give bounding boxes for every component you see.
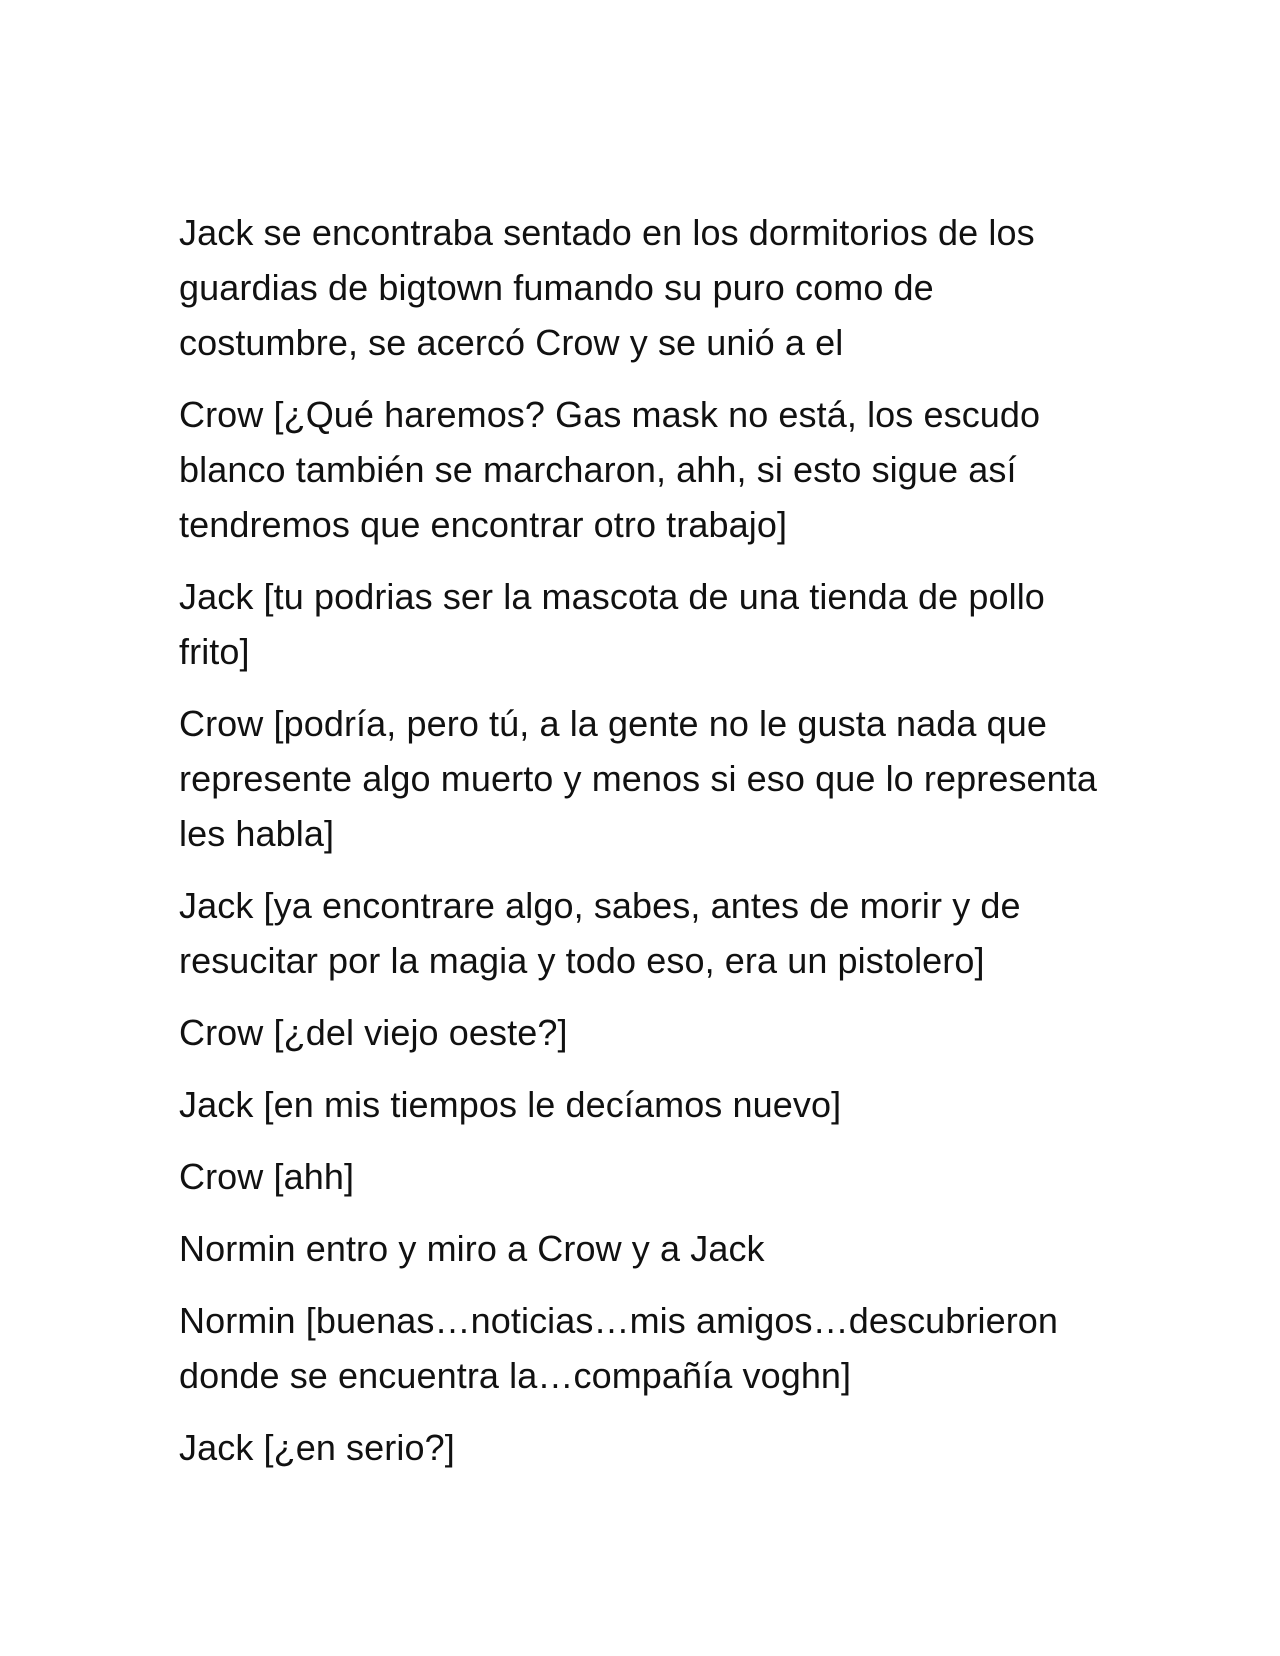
paragraph-jack-dialogue-3: Jack [en mis tiempos le decíamos nuevo]	[179, 1084, 842, 1125]
paragraph-jack-dialogue-4: Jack [¿en serio?]	[179, 1427, 455, 1468]
paragraph-jack-dialogue-2: Jack [ya encontrare algo, sabes, antes de morir y de resucitar por la magia y todo eso, era un pistolero]	[179, 885, 1021, 981]
paragraph-crow-dialogue-3: Crow [¿del viejo oeste?]	[179, 1012, 568, 1053]
paragraph-jack-dialogue-1: Jack [tu podrias ser la mascota de una tienda de pollo frito]	[179, 576, 1045, 672]
paragraph-narration-normin: Normin entro y miro a Crow y a Jack	[179, 1228, 765, 1269]
paragraph-crow-dialogue-1: Crow [¿Qué haremos? Gas mask no está, los escudo blanco también se marcharon, ahh, si esto sigue así tendremos que encontrar otro trabajo]	[179, 394, 1041, 545]
document-body	[179, 205, 1119, 1492]
paragraph-crow-dialogue-4: Crow [ahh]	[179, 1156, 355, 1197]
paragraph-crow-dialogue-2: Crow [podría, pero tú, a la gente no le gusta nada que represente algo muerto y menos si eso que lo representa les habla]	[179, 703, 1098, 854]
paragraph-narration-intro: Jack se encontraba sentado en los dormitorios de los guardias de bigtown fumando su puro como de costumbre, se acercó Crow y se unió a el	[179, 212, 1035, 363]
paragraph-normin-dialogue-1: Normin [buenas…noticias…mis amigos…descubrieron donde se encuentra la…compañía voghn]	[179, 1300, 1059, 1396]
